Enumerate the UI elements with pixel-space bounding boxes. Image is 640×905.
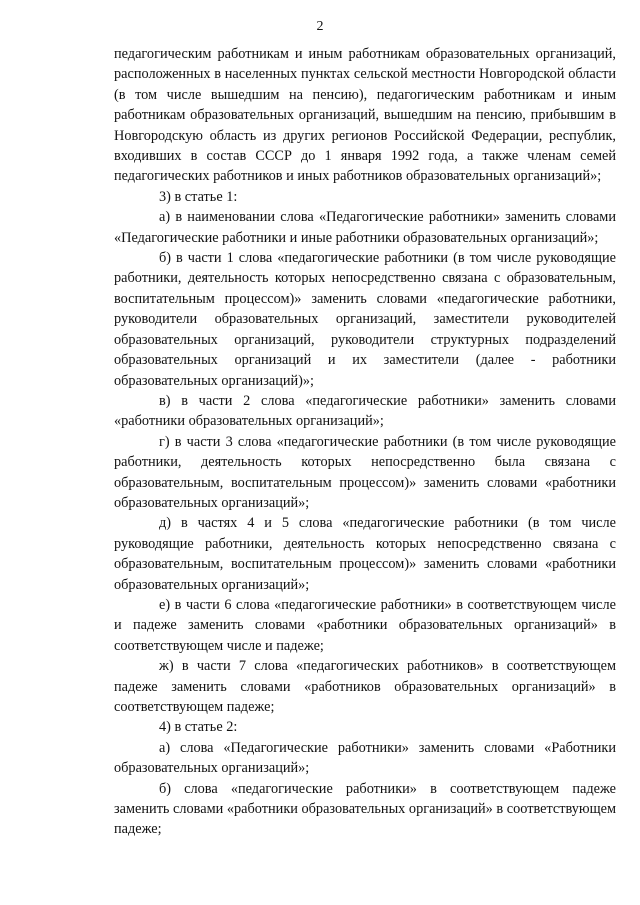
paragraph-item-3e: е) в части 6 слова «педагогические работники» в соответствующем числе и падеже заменить словами «работники образовательных организаций» в соответствующем числе и падеже;	[114, 596, 616, 654]
paragraph-item-4: 4) в статье 2:	[159, 719, 238, 736]
document-body	[114, 44, 616, 840]
paragraph-item-3g: г) в части 3 слова «педагогические работники (в том числе руководящие работники, деятельность которых непосредственно была связана с образовательным, воспитательным процессом)» заменить словами «работники образовательных организаций»;	[114, 433, 616, 511]
paragraph-item-3: 3) в статье 1:	[159, 188, 238, 205]
paragraph-item-4a: а) слова «Педагогические работники» заменить словами «Работники образовательных организаций»;	[114, 739, 616, 777]
page-number: 2	[316, 19, 324, 34]
paragraph-item-3d: д) в частях 4 и 5 слова «педагогические работники (в том числе руководящие работники, деятельность которых непосредственно связана с образовательным, воспитательным процессом)» заменить словами «работники образовательных организаций»;	[114, 515, 616, 593]
paragraph-item-3a: а) в наименовании слова «Педагогические работники» заменить словами «Педагогические работники и иные работники образовательных организаций»;	[114, 209, 616, 246]
paragraph-item-3b: б) в части 1 слова «педагогические работники (в том числе руководящие работники, деятельность которых непосредственно связана с образовательным, воспитательным процессом)» заменить словами «педагогические работники, руководители образовательных организаций, заместители руководителей образовательных организаций, руководители структурных подразделений образовательных организаций и их заместители (далее - работники образовательных организаций)»;	[114, 250, 616, 389]
paragraph-item-4b: б) слова «педагогические работники» в соответствующем падеже заменить словами «работники образовательных организаций» в соответствующем падеже;	[114, 780, 616, 838]
paragraph-item-3v: в) в части 2 слова «педагогические работники» заменить словами «работники образовательных организаций»;	[114, 392, 616, 430]
paragraph-continuation: педагогическим работникам и иным работникам образовательных организаций, расположенных в населенных пунктах сельской местности Новгородской области (в том числе вышедшим на пенсию), педагогическим работникам и иным работникам образовательных организаций, вышедшим на пенсию, прибывшим в Новгородскую область из других регионов Российской Федерации, республик, входивших в состав СССР до 1 января 1992 года, а также членам семей педагогических работников и иных работников образовательных организаций»;	[114, 46, 616, 185]
paragraph-item-3zh: ж) в части 7 слова «педагогических работников» в соответствующем падеже заменить словами «работников образовательных организаций» в соответствующем падеже;	[114, 658, 616, 715]
